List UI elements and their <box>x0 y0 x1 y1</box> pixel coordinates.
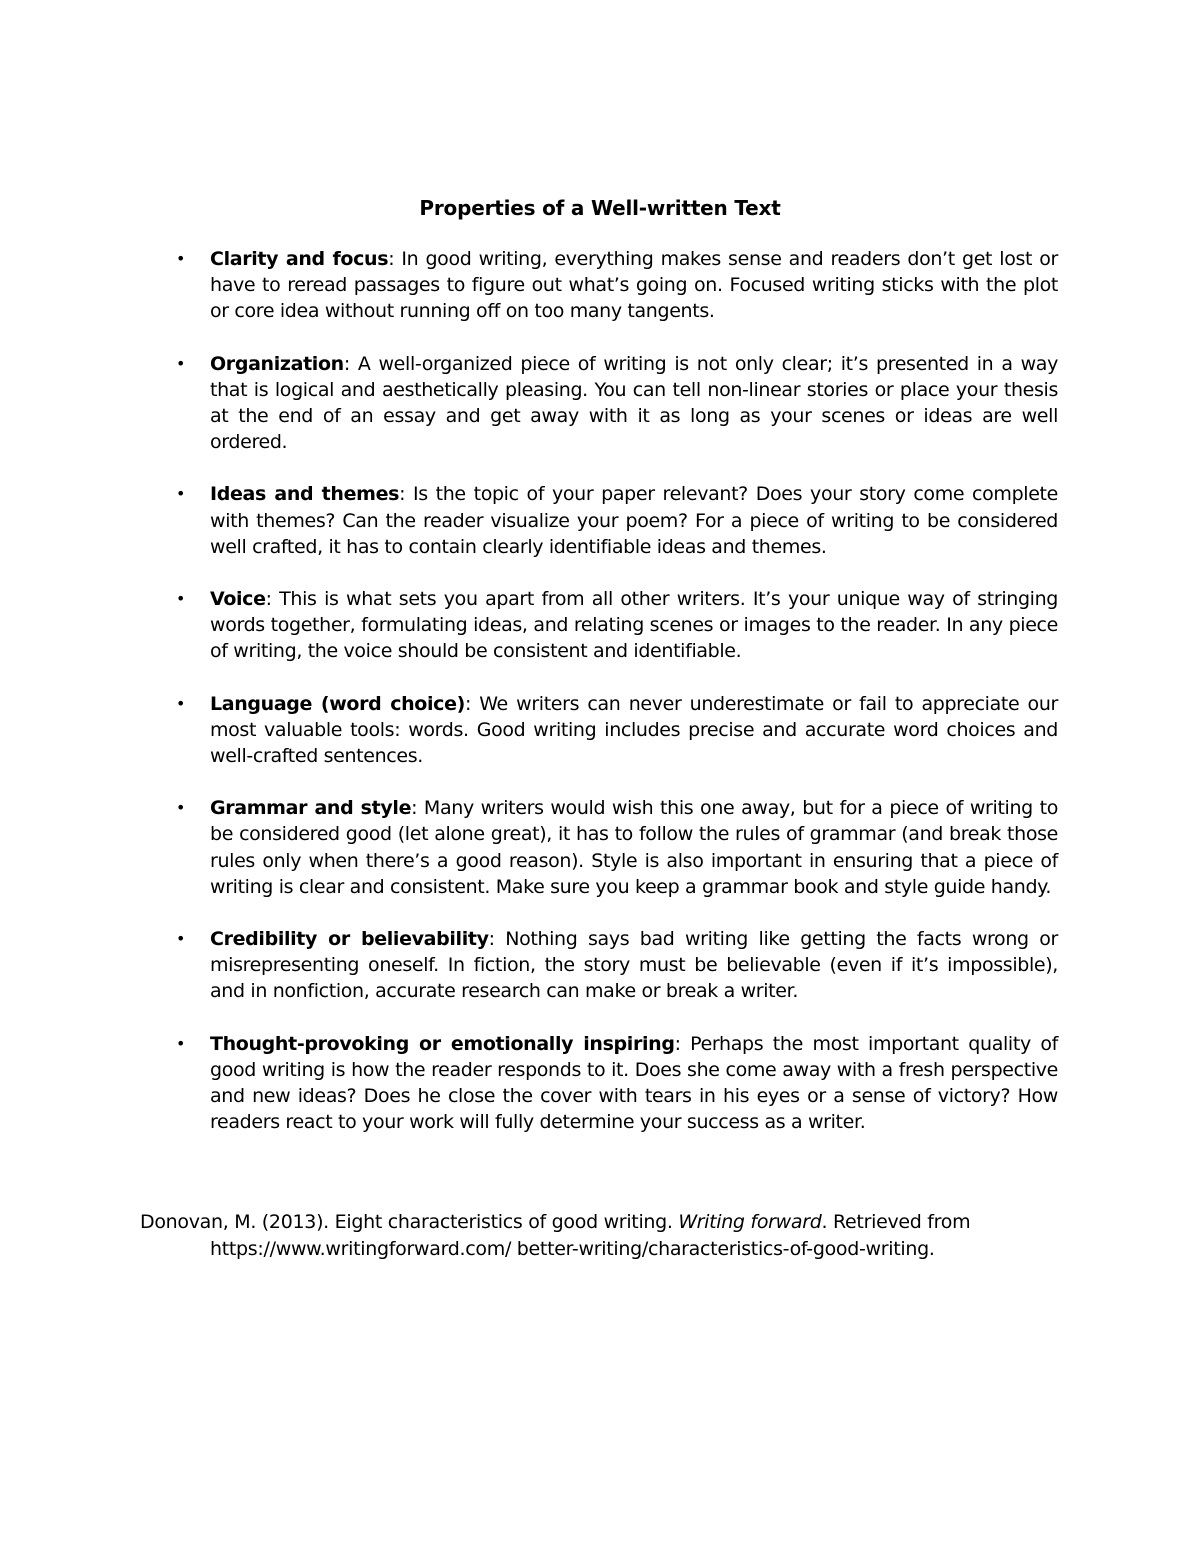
item-text: : A well-organized piece of writing is not only clear; it’s presented in a way that is logical and aesthetically pleasing. You can tell non-linear stories or place your thesis at the end of an essay and get away with it as long as your scenes or ideas are well ordered. <box>210 352 1058 454</box>
citation-source: Writing forward <box>678 1211 822 1233</box>
citation-after: . Retrieved from https://www.writingforward.com/ better-writing/characteristics-of-good-writing. <box>210 1211 971 1260</box>
list-item-language <box>176 691 1058 770</box>
item-term: Ideas and themes <box>210 483 400 506</box>
list-item-clarity <box>176 246 1059 325</box>
properties-list <box>0 246 1200 1161</box>
bullet-icon: • <box>176 353 186 373</box>
citation-before: Donovan, M. (2013). Eight characteristics of good writing. <box>140 1211 679 1233</box>
bullet-icon: • <box>176 249 186 268</box>
list-item-organization <box>176 351 1058 456</box>
list-item-thought-provoking <box>176 1031 1058 1136</box>
item-text: : Nothing says bad writing like getting the facts wrong or misrepresenting oneself. In fiction, the story must be believable (even if it’s impossible), and in nonfiction, accurate research can make or break a writer. <box>210 928 1058 1003</box>
item-term: Language (word choice) <box>210 692 465 715</box>
item-text: : Is the topic of your paper relevant? Does your story come complete with themes? Can the reader visualize your poem? For a piece of writing to be considered well crafted, it has to contain clearly identifiable ideas and themes. <box>210 483 1058 558</box>
item-term: Voice <box>210 588 266 611</box>
item-text: : In good writing, everything makes sense and readers don’t get lost or have to reread passages to figure out what’s going on. Focused writing sticks with the plot or core idea without running off on too many tangents. <box>210 248 1059 323</box>
bullet-icon: • <box>176 929 186 949</box>
bullet-icon: • <box>176 589 186 609</box>
list-item-ideas <box>176 481 1058 560</box>
list-item-grammar <box>176 795 1059 900</box>
item-term: Thought-provoking or emotionally inspiring <box>210 1032 675 1055</box>
citation <box>140 1209 1130 1263</box>
item-text: : Many writers would wish this one away, but for a piece of writing to be considered good (let alone great), it has to follow the rules of grammar (and break those rules only when there’s a good reason). Style is also important in ensuring that a piece of writing is clear and consistent. Make sure you keep a grammar book and style guide handy. <box>210 797 1059 898</box>
bullet-icon: • <box>176 693 186 713</box>
page-title: Properties of a Well-written Text <box>419 196 781 220</box>
bullet-icon: • <box>176 798 186 818</box>
item-term: Organization <box>210 352 344 375</box>
item-text: : We writers can never underestimate or fail to appreciate our most valuable tools: words. Good writing includes precise and accurate word choices and well-crafted sentences. <box>210 692 1058 768</box>
item-text: : Perhaps the most important quality of good writing is how the reader responds to it. Does she come away with a fresh perspective and new ideas? Does he close the cover with tears in his eyes or a sense of victory? How readers react to your work will fully determine your success as a writer. <box>210 1032 1058 1134</box>
item-term: Clarity and focus <box>210 248 389 270</box>
bullet-icon: • <box>176 484 186 504</box>
list-item-voice <box>176 586 1058 665</box>
item-term: Grammar and style <box>210 797 412 820</box>
list-item-credibility <box>176 926 1058 1005</box>
item-text: : This is what sets you apart from all other writers. It’s your unique way of stringing words together, formulating ideas, and relating scenes or images to the reader. In any piece of writing, the voice should be consistent and identifiable. <box>210 588 1058 663</box>
bullet-icon: • <box>176 1033 186 1053</box>
item-term: Credibility or believability <box>210 928 489 951</box>
